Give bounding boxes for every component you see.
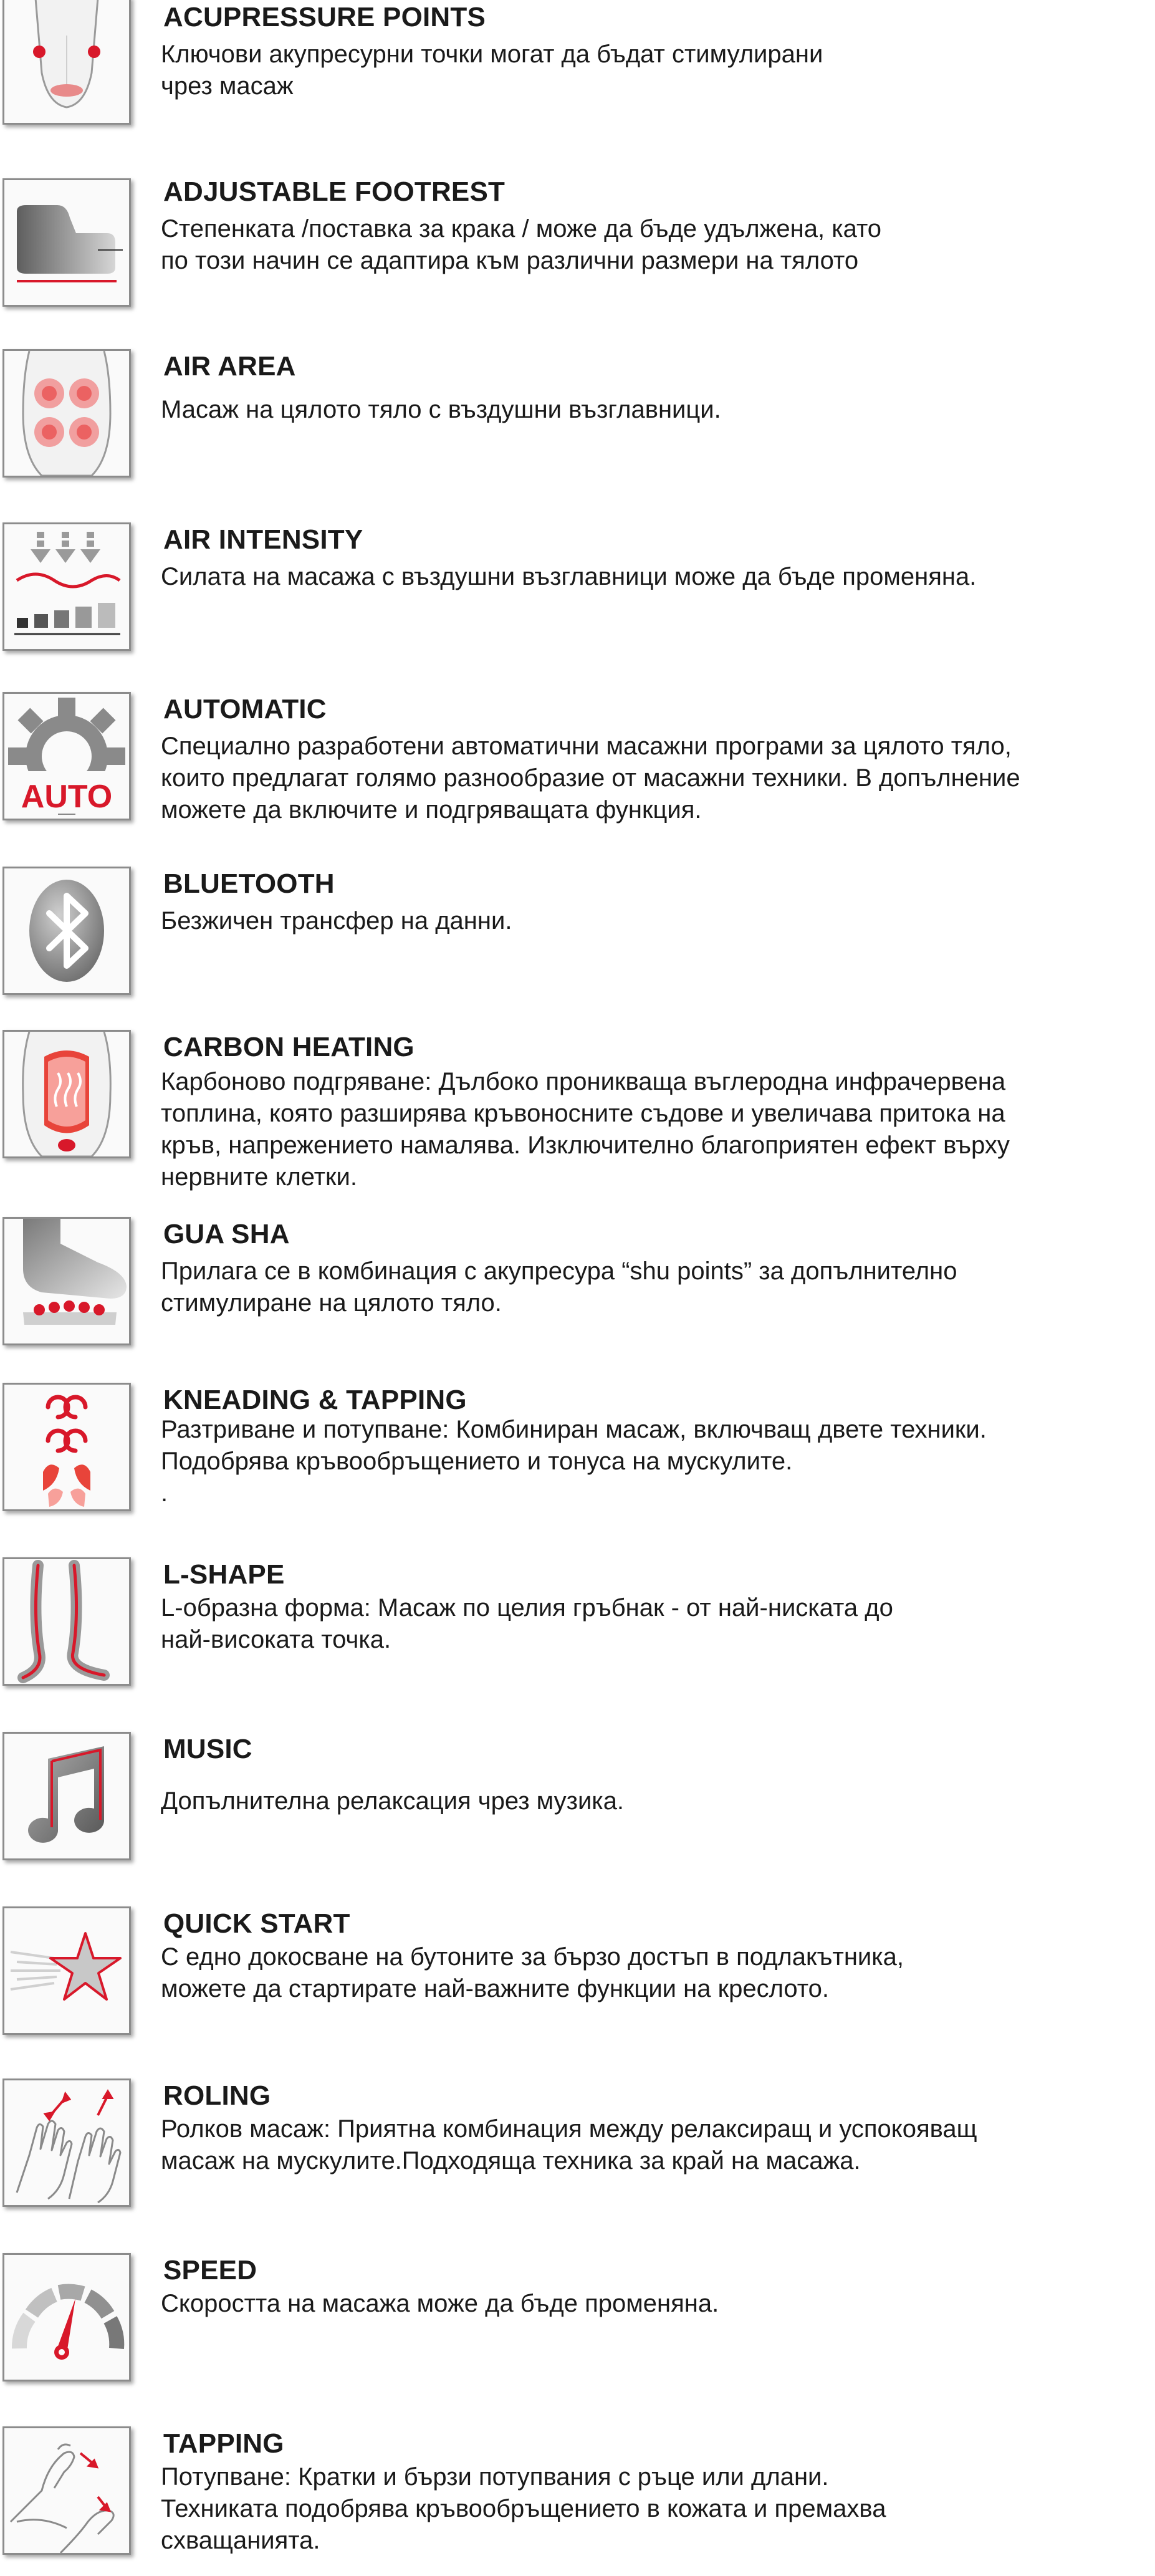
feature-music bbox=[0, 1732, 1155, 1882]
automatic-gear-icon bbox=[2, 692, 131, 820]
feature-quick-start bbox=[0, 1906, 1155, 2056]
feature-description: Степенката /поставка за крака / може да бъде удължена, като по този начин се адаптира към различни размери на тялото bbox=[161, 215, 882, 274]
air-area-icon bbox=[2, 349, 131, 478]
feature-title: AIR AREA bbox=[163, 351, 296, 382]
feature-title: GUA SHA bbox=[163, 1219, 290, 1249]
tapping-hands-icon bbox=[2, 2426, 131, 2555]
feature-title: ACUPRESSURE POINTS bbox=[163, 2, 486, 32]
feature-description: Ролков масаж: Приятна комбинация между релаксиращ и успокояващ масаж на мускулите.Подходяща техника за край на масажа. bbox=[161, 2115, 977, 2175]
feature-title: QUICK START bbox=[163, 1908, 350, 1939]
feature-roling bbox=[0, 2079, 1155, 2228]
feature-description: Разтриване и потупване: Комбиниран масаж, включващ двете техники. Подобрява кръвообръщението и тонуса на мускулите. . bbox=[161, 1416, 987, 1507]
adjustable-footrest-icon bbox=[2, 178, 131, 307]
auto-label: AUTO bbox=[21, 779, 113, 815]
feature-description: С едно докосване на бутоните за бързо достъп в подлакътника, можете да стартирате най-важните функции на креслото. bbox=[161, 1943, 904, 2002]
feature-description: Прилага се в комбинация с акупресура “shu points” за допълнително стимулиране на цялото тяло. bbox=[161, 1257, 957, 1317]
quick-start-star-icon bbox=[2, 1906, 131, 2035]
feature-bluetooth bbox=[0, 867, 1155, 1016]
feature-title: TAPPING bbox=[163, 2428, 284, 2459]
feature-title: L-SHAPE bbox=[163, 1559, 285, 1590]
feature-air-area bbox=[0, 349, 1155, 499]
music-note-icon bbox=[2, 1732, 131, 1860]
l-shape-track-icon bbox=[2, 1557, 131, 1686]
air-intensity-icon bbox=[2, 522, 131, 651]
feature-title: KNEADING & TAPPING bbox=[163, 1385, 467, 1415]
feature-gua-sha bbox=[0, 1217, 1155, 1367]
rolling-hands-icon bbox=[2, 2079, 131, 2207]
feature-kneading-tapping bbox=[0, 1383, 1155, 1532]
feature-acupressure-points bbox=[0, 0, 1155, 150]
feature-description: Допълнителна релаксация чрез музика. bbox=[161, 1787, 625, 1815]
carbon-heating-icon bbox=[2, 1030, 131, 1158]
kneading-tapping-icon bbox=[2, 1383, 131, 1511]
feature-description: Потупване: Кратки и бързи потупвания с ръце или длани. Техниката подобрява кръвообръщението в кожата и премахва схващанията. bbox=[161, 2463, 886, 2554]
feature-description: Ключови акупресурни точки могат да бъдат стимулирани чрез масаж bbox=[161, 41, 823, 100]
feature-description: Карбоново подгряване: Дълбоко проникваща въглеродна инфрачервена топлина, която разширява кръвоносните съдове и увеличава притока на кръв, напрежението намалява. Изключително благоприятен ефект върху нервните клетки. bbox=[161, 1068, 1010, 1191]
feature-title: BLUETOOTH bbox=[163, 868, 335, 899]
feature-description: Масаж на цялото тяло с въздушни възглавници. bbox=[161, 396, 721, 423]
feature-l-shape bbox=[0, 1557, 1155, 1707]
feature-automatic bbox=[0, 692, 1155, 842]
feature-title: AIR INTENSITY bbox=[163, 524, 363, 555]
feature-speed bbox=[0, 2253, 1155, 2403]
feature-description: Силата на масажа с въздушни възглавници може да бъде променяна. bbox=[161, 563, 977, 590]
feature-description: Скоростта на масажа може да бъде променяна. bbox=[161, 2290, 719, 2317]
acupressure-points-icon bbox=[2, 0, 131, 125]
feature-adjustable-footrest bbox=[0, 175, 1155, 324]
feature-title: CARBON HEATING bbox=[163, 1032, 415, 1062]
gua-sha-foot-icon bbox=[2, 1217, 131, 1345]
feature-air-intensity bbox=[0, 522, 1155, 672]
feature-title: SPEED bbox=[163, 2255, 257, 2285]
feature-description: L-образна форма: Масаж по целия гръбнак - от най-ниската до най-високата точка. bbox=[161, 1594, 893, 1653]
feature-title: MUSIC bbox=[163, 1734, 252, 1764]
feature-carbon-heating bbox=[0, 1030, 1155, 1191]
feature-tapping bbox=[0, 2426, 1155, 2576]
feature-description: Специално разработени автоматични масажни програми за цялото тяло, които предлагат голямо разнообразие от масажни техники. В допълнение можете да включите и подгряващата функция. bbox=[161, 733, 1020, 824]
feature-title: ADJUSTABLE FOOTREST bbox=[163, 176, 506, 207]
feature-title: AUTOMATIC bbox=[163, 694, 327, 724]
speed-gauge-icon bbox=[2, 2253, 131, 2381]
feature-description: Безжичен трансфер на данни. bbox=[161, 907, 512, 935]
feature-title: ROLING bbox=[163, 2080, 271, 2111]
bluetooth-icon bbox=[2, 867, 131, 995]
